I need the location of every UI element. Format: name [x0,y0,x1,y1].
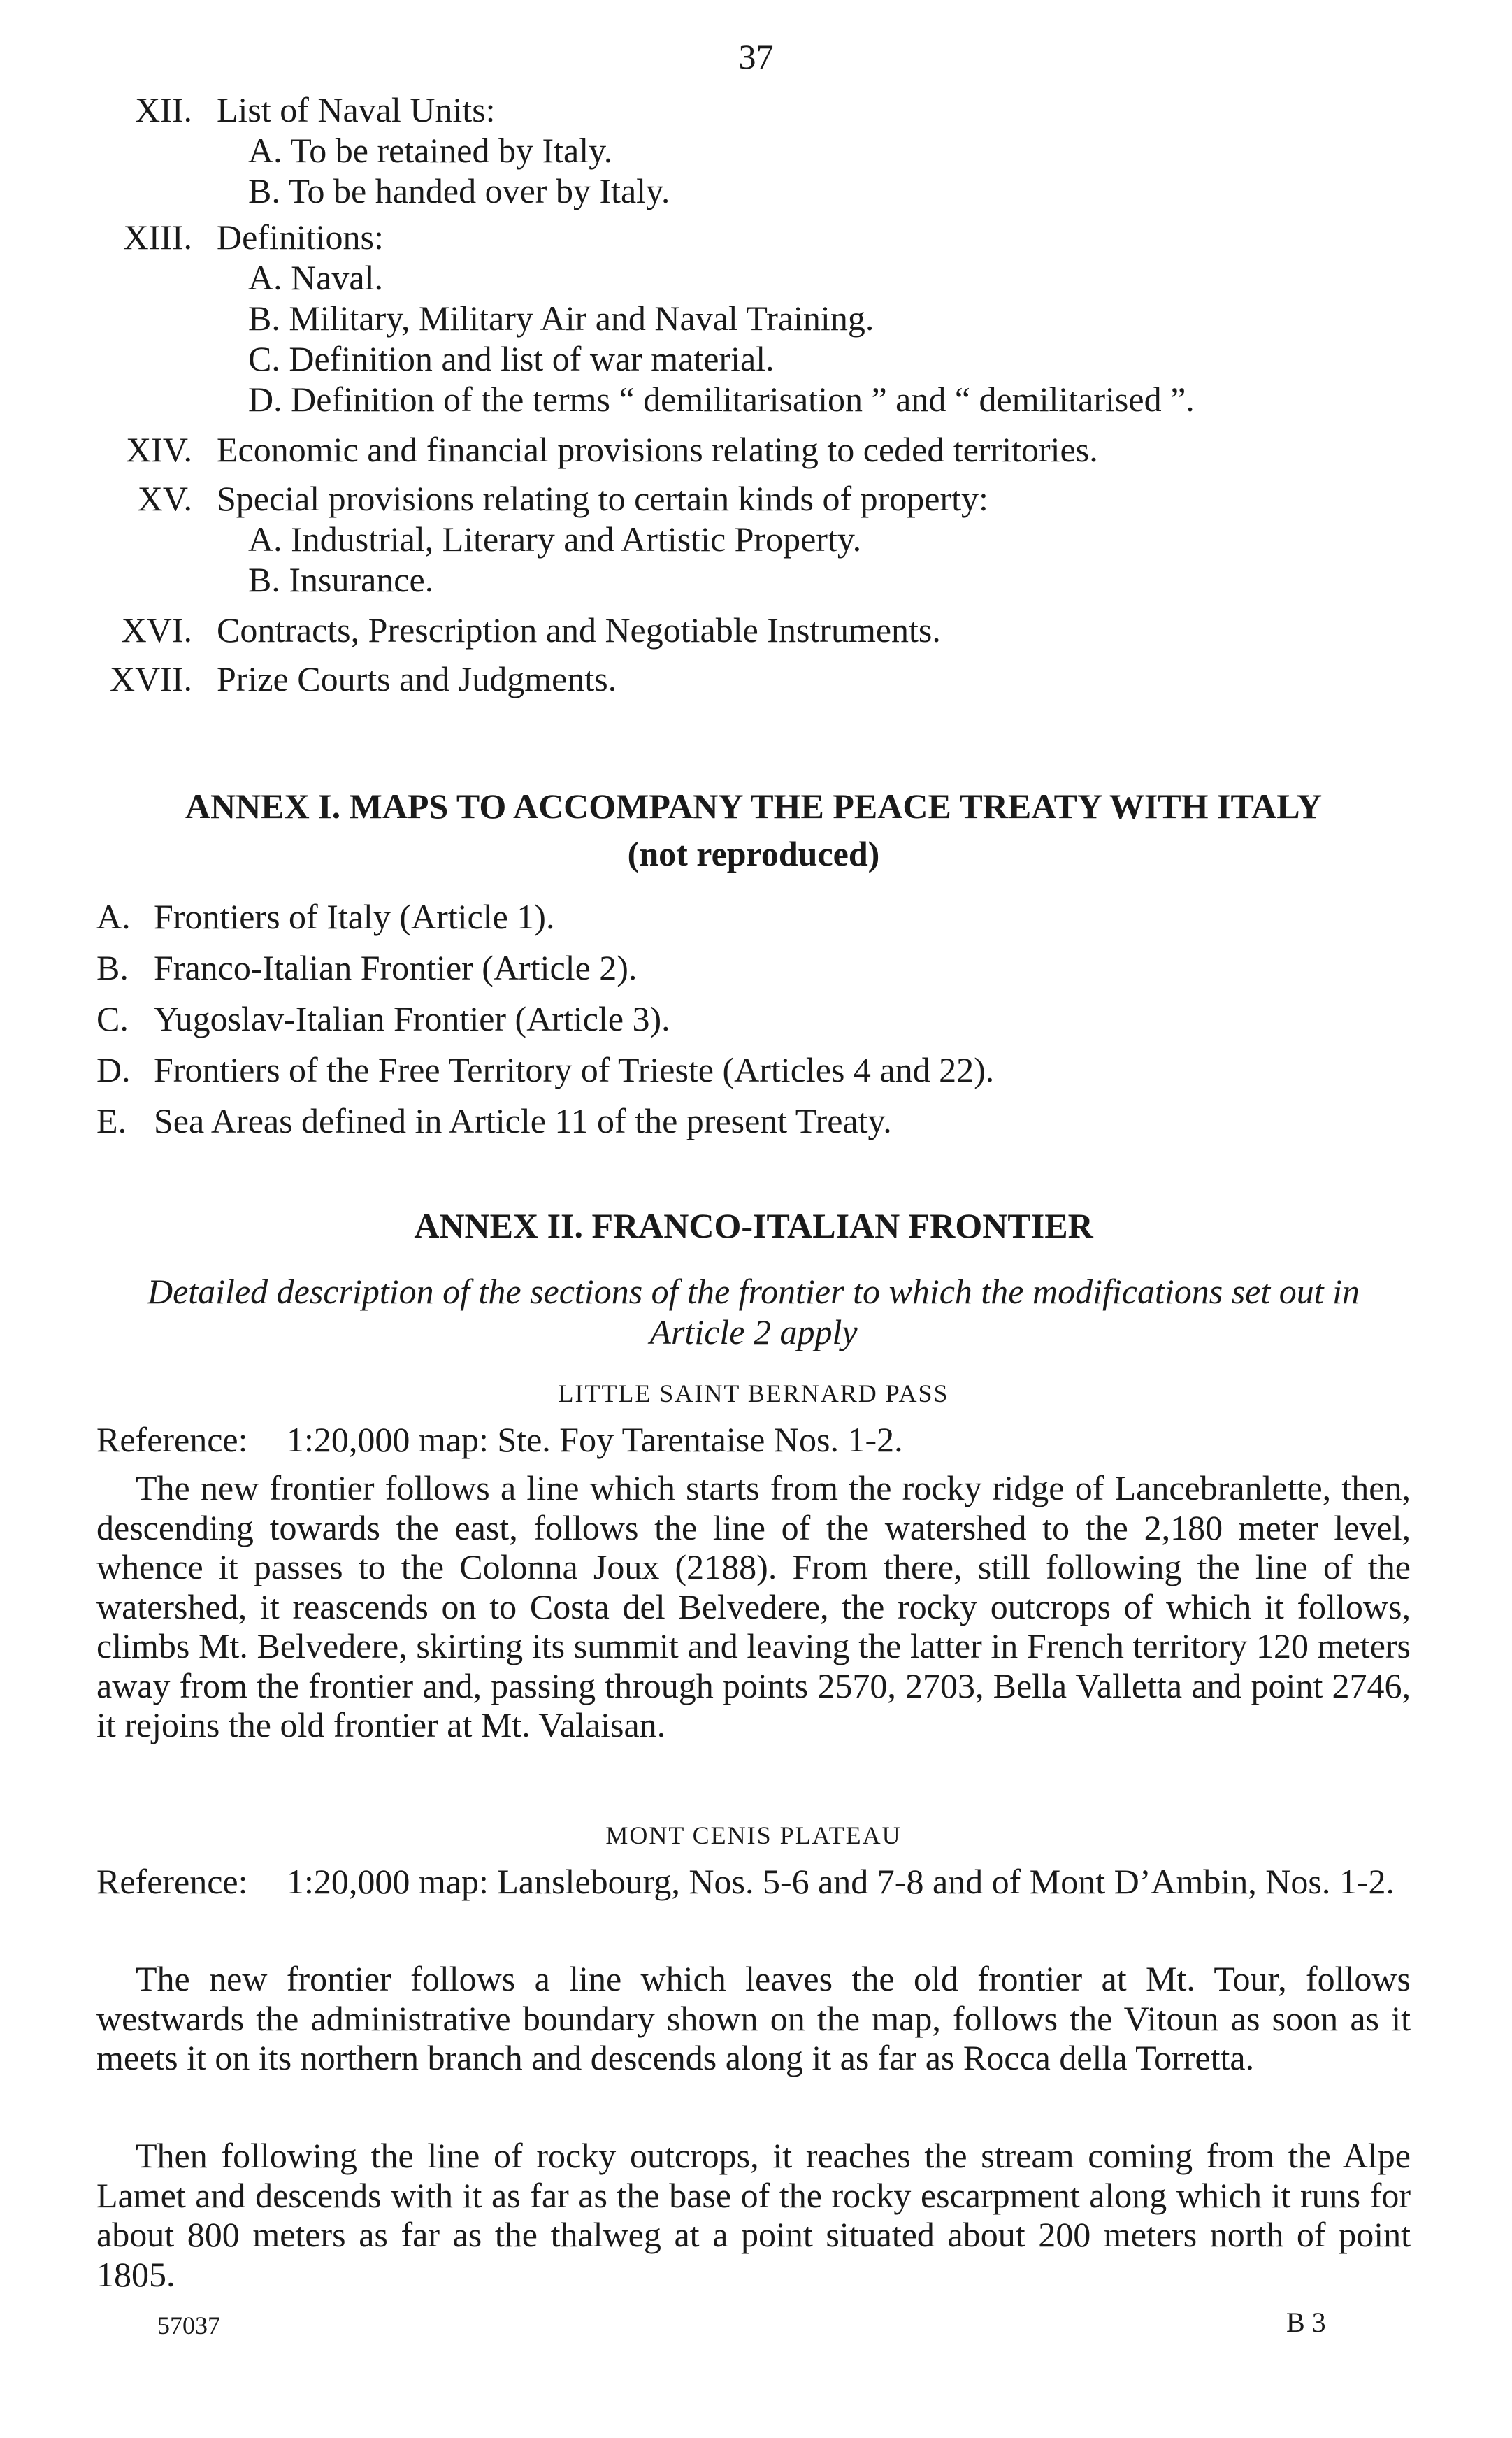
toc-subentry [0,338,1512,379]
map-reference [96,1419,1411,1460]
toc-sub-text: Insurance. [289,560,434,599]
toc-title: Economic and financial provisions relating to ceded territories. [217,430,1098,469]
map-text: Sea Areas defined in Article 11 of the present Treaty. [154,1101,892,1140]
map-list-item [96,942,1411,994]
toc-sub-text: Definition of the terms “ demilitarisation ” and “ demilitarised ”. [291,380,1195,419]
toc-roman-numeral: XII. [135,90,192,129]
signature-mark: B 3 [1286,2307,1326,2338]
paragraph: The new frontier follows a line which starts from the rocky ridge of Lancebranlette, then, descending towards the east, follows the line of the watershed to the 2,180 meter level, whence it passes to the Colonna Joux (2188). From there, still following the line of the watershed, it reascends on to Costa del Belvedere, the rocky outcrops of which it follows, climbs Mt. Belvedere, skirting its summit and leaving the latter in French territory 120 meters away from the frontier and, passing through points 2570, 2703, Bella Valletta and point 2746, it rejoins the old frontier at Mt. Valaisan. [96,1468,1411,1744]
toc-sub-letter: A. [248,131,282,170]
section-heading-little-saint-bernard: LITTLE SAINT BERNARD PASS [558,1379,949,1407]
toc-subentry [0,298,1512,338]
map-text: Frontiers of Italy (Article 1). [154,897,555,936]
map-text: Franco-Italian Frontier (Article 2). [154,948,638,987]
map-text: Yugoslav-Italian Frontier (Article 3). [154,999,670,1038]
toc-entry [0,478,1512,519]
map-letter: B. [96,948,129,987]
toc-sub-letter: B. [248,560,280,599]
toc-subentry [0,379,1512,420]
toc-sub-text: Military, Military Air and Naval Training. [289,299,874,338]
map-letter: E. [96,1101,127,1140]
toc-title: List of Naval Units: [217,90,496,129]
page-number: 37 [738,37,774,76]
toc-entry [0,89,1512,130]
toc-subentry [0,171,1512,211]
toc-entry [0,217,1512,257]
toc-title: Special provisions relating to certain kinds of property: [217,479,988,518]
map-letter: C. [96,999,129,1038]
toc-title: Contracts, Prescription and Negotiable Instruments. [217,610,941,650]
map-letter: A. [96,897,131,936]
toc-sub-letter: B. [248,299,280,338]
annex-1-subheading: (not reproduced) [627,834,880,873]
section-heading-mont-cenis: MONT CENIS PLATEAU [605,1821,902,1849]
toc-subentry [0,257,1512,298]
map-list-item [96,891,1411,942]
paragraph: The new frontier follows a line which leaves the old frontier at Mt. Tour, follows westwards the administrative boundary shown on the map, follows the Vitoun as soon as it meets it on its northern branch and descends along it as far as Rocca della Torretta. [96,1959,1411,2077]
reference-label: Reference: [96,1862,248,1901]
toc-title: Definitions: [217,217,384,257]
toc-sub-text: To be handed over by Italy. [288,171,670,210]
toc-sub-text: Industrial, Literary and Artistic Property. [291,519,862,559]
toc-entry [0,610,1512,650]
toc-sub-letter: A. [248,258,282,297]
toc-roman-numeral: XVI. [121,610,192,650]
reference-text: 1:20,000 map: Ste. Foy Tarentaise Nos. 1-2. [287,1420,903,1459]
toc-sub-text: Definition and list of war material. [289,339,775,378]
annex-2-description: Detailed description of the sections of the frontier to which the modifications set out in Article 2 apply [147,1272,1360,1351]
map-list-item [96,994,1411,1045]
toc-subentry [0,130,1512,171]
map-list-item [96,1045,1411,1096]
contents-list [0,89,1512,699]
toc-sub-letter: C. [248,339,280,378]
toc-roman-numeral: XIV. [126,430,192,469]
paragraph: Then following the line of rocky outcrops, it reaches the stream coming from the Alpe Lamet and descends with it as far as the base of the rocky escarpment along which it runs for about 800 meters as far as the thalweg at a point situated about 200 meters north of point 1805. [96,2136,1411,2294]
toc-sub-text: To be retained by Italy. [290,131,613,170]
annex-1-map-list [96,891,1411,1147]
toc-roman-numeral: XV. [137,479,192,518]
toc-subentry [0,519,1512,559]
toc-sub-letter: D. [248,380,282,419]
printer-code: 57037 [157,2311,220,2339]
toc-sub-text: Naval. [291,258,383,297]
reference-label: Reference: [96,1420,248,1459]
toc-title: Prize Courts and Judgments. [217,659,617,698]
map-reference [96,1861,1411,1902]
toc-roman-numeral: XVII. [109,659,192,698]
toc-subentry [0,559,1512,600]
toc-entry [0,429,1512,470]
toc-roman-numeral: XIII. [123,217,192,257]
toc-entry [0,659,1512,699]
toc-sub-letter: B. [248,171,280,210]
map-text: Frontiers of the Free Territory of Trieste (Articles 4 and 22). [154,1050,995,1089]
reference-text: 1:20,000 map: Lanslebourg, Nos. 5-6 and 7-8 and of Mont D’Ambin, Nos. 1-2. [287,1862,1395,1901]
annex-2-heading: ANNEX II. FRANCO-ITALIAN FRONTIER [414,1206,1093,1245]
annex-1-heading: ANNEX I. MAPS TO ACCOMPANY THE PEACE TREATY WITH ITALY [185,787,1323,826]
map-list-item [96,1096,1411,1147]
toc-sub-letter: A. [248,519,282,559]
map-letter: D. [96,1050,131,1089]
